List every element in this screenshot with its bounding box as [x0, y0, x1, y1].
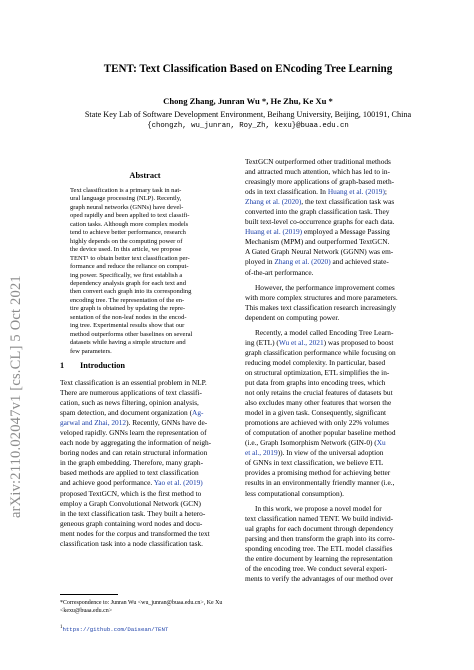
text-run: spam detection, and document organization ( — [60, 408, 193, 418]
text-run: )). In view of the universal adoption — [277, 448, 384, 458]
text-run: and attracted much attention, which has led to in- — [245, 167, 390, 177]
text-run: There are numerous applications of text classifi- — [60, 388, 202, 398]
text-run: of computation of another popular baseline method — [245, 428, 396, 438]
text-run: ments to verify the advantages of our method over — [245, 573, 394, 583]
citation-link[interactable]: Xu — [376, 438, 386, 448]
citation-link[interactable]: garwal and Zhai, 2012 — [60, 418, 127, 428]
text-run: cation, such as news filtering, opinion analysis, — [60, 398, 199, 408]
intro-line — [60, 499, 234, 509]
text-run: each node by aggregating the information of neigh- — [60, 438, 212, 448]
text-run: in the graph embedding. Therefore, many graph- — [60, 458, 204, 468]
body-line — [245, 564, 423, 574]
text-run: veloped rapidly. GNNs learn the representation of — [60, 428, 207, 438]
footnote-line: *Correspondence to: Junran Wu <wu_junran@buaa.edu. — [60, 600, 195, 606]
section-heading — [60, 361, 125, 370]
intro-line — [60, 408, 234, 418]
body-line — [245, 408, 423, 418]
body-line — [245, 504, 423, 514]
text-run: of-the-art performance. — [245, 267, 314, 277]
body-line — [245, 358, 423, 368]
text-run: However, the performance improvement comes — [255, 282, 395, 292]
intro-line — [60, 529, 234, 539]
text-run: provides a promising method for achieving better — [245, 468, 391, 478]
intro-line — [60, 519, 234, 529]
text-run: promotions are achieved with only 22% volumes — [245, 418, 389, 428]
section-title: Introduction — [80, 361, 126, 370]
text-run: ; — [384, 187, 387, 197]
body-line — [245, 237, 423, 247]
text-run: ployed in — [245, 257, 275, 267]
body-line — [245, 418, 423, 428]
footnote-line: cn>, Ke Xu <kexu@buaa.edu.cn> — [60, 600, 223, 614]
intro-line — [60, 489, 234, 499]
footnote-marker: 1 — [60, 625, 63, 630]
intro-line — [60, 428, 234, 438]
affiliation: State Key Lab of Software Development Environment, Beihang University, Beijing, 100191, China — [84, 110, 412, 119]
citation-link[interactable]: Zhang et al. (2020) — [245, 197, 302, 207]
body-line — [245, 338, 423, 348]
text-run: on structural optimization, ETL simplifies the in- — [245, 367, 390, 377]
text-run: built text-level co-occurrence graphs for each data. — [245, 217, 395, 227]
text-run: less computational consumption). — [245, 488, 344, 498]
body-line — [245, 157, 423, 167]
citation-link[interactable]: Zhang et al. (2020) — [274, 257, 331, 267]
text-run: classification task into a node classification task. — [60, 538, 203, 548]
intro-line — [60, 468, 234, 478]
body-line — [245, 227, 423, 237]
text-run: the entire document by learning the representation — [245, 553, 393, 563]
intro-line — [60, 478, 234, 488]
text-run: dependent on computing power. — [245, 312, 340, 322]
text-run: parsing and then transform the graph into its corre- — [245, 533, 395, 543]
body-line — [245, 428, 423, 438]
text-run: not only retains the crucial features of datasets but — [245, 388, 393, 398]
body-line — [245, 514, 423, 524]
abstract-line: tend to achieve better performance, research — [70, 229, 186, 237]
intro-line — [60, 509, 234, 519]
right-column-body — [245, 157, 423, 584]
body-line — [245, 268, 423, 278]
paper-title: TENT: Text Classification Based on ENcoding Tree Learning — [103, 63, 393, 75]
footnote-rule — [60, 594, 118, 595]
body-line — [245, 293, 423, 303]
body-line — [245, 458, 423, 468]
body-line — [245, 398, 423, 408]
intro-line — [60, 378, 234, 388]
body-line — [245, 448, 423, 458]
body-line — [245, 468, 423, 478]
body-line — [245, 368, 423, 378]
abstract-heading: Abstract — [129, 171, 161, 180]
body-line — [245, 313, 423, 323]
text-run: model in a given task. Consequently, significant — [245, 408, 387, 418]
body-line — [245, 283, 423, 293]
footnote-code-link — [60, 624, 236, 635]
body-line — [245, 217, 423, 227]
text-run: put data from graphs into encoding trees, which — [245, 377, 386, 387]
citation-link[interactable]: Huang et al. (2019) — [327, 187, 385, 197]
text-run: Mechanism (MPM) and outperformed TextGCN. — [245, 237, 390, 247]
body-line — [245, 187, 423, 197]
author-list: Chong Zhang, Junran Wu *, He Zhu, Ke Xu * — [163, 96, 333, 106]
text-run: with more complex structures and more parameters. — [245, 292, 398, 302]
abstract-line: the device used. In this article, we propose — [70, 246, 182, 254]
citation-link[interactable]: Yao et al. (2019) — [153, 478, 203, 488]
body-line — [245, 574, 423, 584]
text-run: , the text classification task was — [301, 197, 395, 207]
body-line — [245, 438, 423, 448]
text-run: employed a Message Passing — [302, 227, 390, 237]
text-run: proposed TextGCN, which is the first method to — [60, 488, 202, 498]
abstract-line: TENT¹ to obtain better text classification per- — [70, 254, 190, 262]
abstract-line: ing power. Specifically, we first establish a — [70, 271, 183, 279]
text-run: of the encoding tree. We conduct several experi- — [245, 563, 388, 573]
body-line — [245, 197, 423, 207]
body-line — [245, 544, 423, 554]
intro-line — [60, 448, 234, 458]
text-run: TextGCN outperformed other traditional methods — [245, 157, 391, 166]
abstract-line: sentation of the non-leaf nodes in the encod- — [70, 313, 187, 321]
text-run: based methods are applied to text classification — [60, 468, 199, 478]
body-line — [245, 207, 423, 217]
abstract-body — [70, 187, 218, 356]
text-run: ) was proposed to boost — [323, 337, 394, 347]
text-run: ods in text classification. In — [245, 187, 328, 197]
text-run: and achieved state- — [330, 257, 389, 267]
abstract-line: datasets while having a simple structure and — [70, 339, 186, 347]
intro-line — [60, 438, 234, 448]
intro-line — [60, 458, 234, 468]
text-run: reducing model complexity. In particular, based — [245, 357, 386, 367]
body-line — [245, 378, 423, 388]
author-emails: {chongzh, wu_junran, Roy_Zh, kexu}@buaa.edu.cn — [147, 122, 349, 130]
text-run: employ a Graph Convolutional Network (GCN) — [60, 498, 201, 508]
intro-line — [60, 388, 234, 398]
intro-line — [60, 539, 234, 549]
citation-link[interactable]: et al., 2019 — [245, 448, 278, 458]
body-line — [245, 328, 423, 338]
abstract-line: ing tree. Experimental results show that our — [70, 322, 185, 330]
footnote-correspondence — [60, 600, 236, 615]
body-line — [245, 303, 423, 313]
body-line — [245, 388, 423, 398]
text-run: of GNNs in text classification, we believe ETL — [245, 458, 384, 468]
intro-line — [60, 398, 234, 408]
text-run: geneous graph containing word nodes and docu- — [60, 518, 203, 528]
text-run: This makes text classification research increasingly — [245, 302, 397, 312]
text-run: Text classification is an essential problem in NLP. — [60, 378, 207, 387]
text-run: graph classification performance while focusing on — [245, 347, 396, 357]
body-line — [245, 478, 423, 488]
text-run: ment nodes for the corpus and transformed the text — [60, 528, 210, 538]
text-run: results in an environmentally friendly manner (i.e., — [245, 478, 395, 488]
citation-link[interactable]: Huang et al. (2019) — [245, 227, 303, 237]
arxiv-identifier[interactable]: arXiv:2110.02047v1 [cs.CL] 5 Oct 2021 — [8, 275, 24, 518]
body-line — [245, 247, 423, 257]
body-line — [245, 554, 423, 564]
abstract-line: tire graph is obtained by updating the repre- — [70, 305, 186, 313]
body-line — [245, 177, 423, 187]
citation-link[interactable]: Ag- — [192, 408, 204, 418]
introduction-body — [60, 378, 234, 549]
text-run: In this work, we propose a novel model for — [255, 503, 382, 513]
abstract-line: dependency analysis graph for each text and — [70, 279, 186, 287]
body-line — [245, 524, 423, 534]
abstract-line: ural language processing (NLP). Recently, — [70, 195, 182, 203]
code-repo-link[interactable]: https://github.com/Daisean/TENT — [62, 625, 169, 633]
section-number: 1 — [60, 361, 65, 370]
abstract-line: highly depends on the computing power of — [70, 237, 183, 245]
text-run: sponding encoding tree. The ETL model classifies — [245, 543, 393, 553]
body-line — [245, 489, 423, 499]
body-line — [245, 167, 423, 177]
text-run: boring nodes and can retain structural information — [60, 448, 208, 458]
abstract-line: oped rapidly and been applied to text classifi- — [70, 212, 190, 220]
abstract-line: cation tasks. Although more complex models — [70, 220, 189, 228]
abstract-line: formance and reduce the reliance on comput- — [70, 263, 189, 271]
text-run: ual graphs for each document through dependency — [245, 523, 394, 533]
body-line — [245, 348, 423, 358]
text-run: converted into the graph classification task. They — [245, 207, 390, 217]
abstract-line: few parameters. — [70, 347, 112, 355]
text-run: (i.e., Graph Isomorphism Network (GIN-0) ( — [245, 438, 377, 448]
citation-link[interactable]: Wu et al., 2021 — [278, 337, 324, 347]
body-line — [245, 534, 423, 544]
text-run: text classification named TENT. We build individ- — [245, 513, 394, 523]
abstract-line: Text classification is a primary task in nat- — [70, 187, 182, 194]
text-run: ). Recently, GNNs have de- — [126, 418, 208, 428]
abstract-line: encoding tree. The representation of the en- — [70, 296, 185, 304]
body-line — [245, 257, 423, 267]
text-run: also excludes many other features that worsen the — [245, 398, 392, 408]
abstract-line: graph neural networks (GNNs) have devel- — [70, 203, 184, 211]
intro-line — [60, 418, 234, 428]
text-run: A Gated Graph Neural Network (GGNN) was em- — [245, 247, 394, 257]
abstract-line: method outperforms other baselines on several — [70, 330, 193, 338]
text-run: and achieve good performance. — [60, 478, 154, 488]
text-run: creasingly more applications of graph-based meth- — [245, 177, 395, 187]
abstract-line: then convert each graph into its corresponding — [70, 288, 192, 296]
text-run: Recently, a model called Encoding Tree Learn- — [255, 327, 394, 337]
text-run: ing (ETL) ( — [245, 337, 279, 347]
text-run: in the text classification task. They built a hetero- — [60, 508, 206, 518]
